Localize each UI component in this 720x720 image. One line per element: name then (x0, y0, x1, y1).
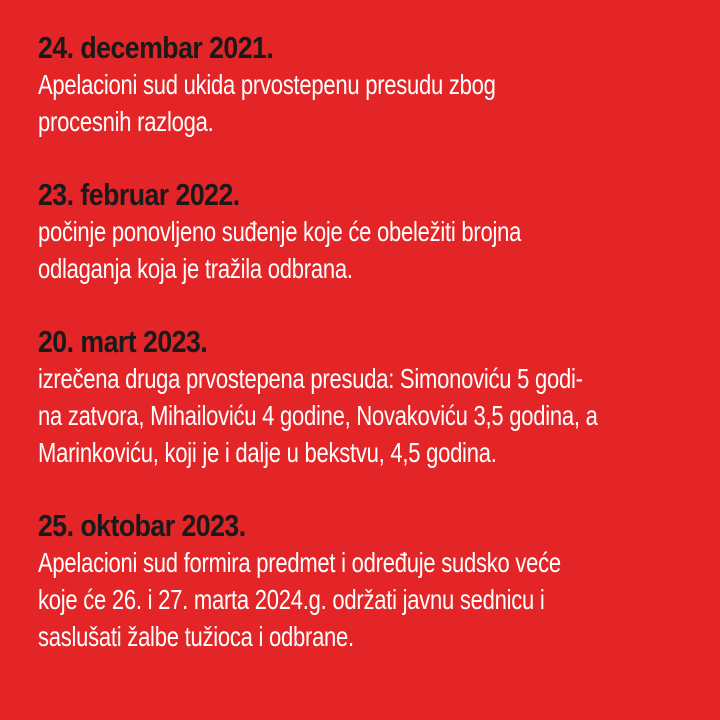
entry-date: 23. februar 2022. (38, 177, 240, 212)
entry-date: 25. oktobar 2023. (38, 508, 246, 543)
entry-text-line: koje će 26. i 27. marta 2024.g. održati javnu sednicu i (38, 584, 545, 615)
entry-text (38, 66, 678, 140)
entry-text-line: počinje ponovljeno suđenje koje će obeležiti brojna (38, 216, 522, 247)
timeline-entry (38, 177, 698, 287)
timeline-entry (38, 324, 698, 471)
entry-text (38, 213, 678, 287)
entry-text (38, 544, 678, 655)
entry-text-line: izrečena druga prvostepena presuda: Simonoviću 5 godi- (38, 363, 583, 394)
timeline-entry (38, 30, 698, 140)
entry-text-line: Apelacioni sud ukida prvostepenu presudu zbog (38, 69, 496, 100)
entry-date: 20. mart 2023. (38, 324, 208, 359)
entry-text (38, 360, 678, 471)
entry-text-line: Apelacioni sud formira predmet i određuje sudsko veće (38, 547, 561, 578)
entry-text-line: procesnih razloga. (38, 106, 214, 137)
entry-date: 24. decembar 2021. (38, 30, 274, 65)
timeline-entry (38, 508, 698, 655)
timeline (38, 30, 698, 692)
entry-text-line: saslušati žalbe tužioca i odbrane. (38, 621, 354, 652)
entry-text-line: na zatvora, Mihailoviću 4 godine, Novakoviću 3,5 godina, a (38, 400, 598, 431)
entry-text-line: Marinkoviću, koji je i dalje u bekstvu, 4,5 godina. (38, 437, 497, 468)
entry-text-line: odlaganja koja je tražila odbrana. (38, 253, 353, 284)
